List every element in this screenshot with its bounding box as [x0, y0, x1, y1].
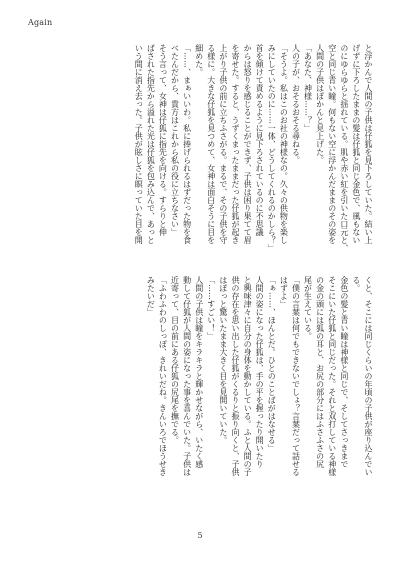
text-column: る。 [351, 276, 361, 292]
text-block-bottom [34, 276, 374, 508]
text-column: る様に。大きな仔狐を見つめて、女神は面白そうに目を [206, 44, 216, 244]
text-column: そこにいた仔狐と同じだった。それと双打している神様 [327, 276, 337, 476]
text-column: の金の頭には狐の耳と、お尻の部分にはふさふさの尻 [315, 276, 325, 468]
text-column: 「ふわふわのしっぽ、きれいだね。きんいろでほうせき [158, 276, 168, 476]
text-column: 人間の子供はぽかんと見上げた。 [315, 44, 325, 164]
text-column: 「あなた、神様……？」 [303, 44, 313, 132]
text-column: のにゆらゆらと揺れている。肌や赤い紅を引いた口元と、 [339, 44, 349, 252]
text-column: 近寄って、目の前にある仔狐の尻尾を撫でる。 [170, 276, 180, 444]
text-column: みたいだ」 [146, 276, 156, 316]
text-column: 「ぁ……、ほんとだ。ひとのことばがはなせる」 [267, 276, 277, 452]
text-column: 供の存在を思い出した仔狐がくるりと振り向くと、子供 [230, 276, 240, 476]
text-column: 「……すごい！」 [206, 276, 216, 340]
text-block-top [34, 44, 374, 276]
text-column: 尾が生えている。 [303, 276, 313, 340]
text-column: 人の子が、おそるおそる尋ねる。 [291, 44, 301, 164]
text-column: はぽっと驚いたまま大きく目を見開いていた。 [218, 276, 228, 444]
text-column: げずに下ろしたままの髪は仔狐と同じ金色で、風もない [351, 44, 361, 244]
text-column: べたんだから、貴方はこれから私の役に立ちなさい」 [170, 44, 180, 236]
text-column: 「僕の言葉は何でもできないでしょ？言葉だって話せる [291, 276, 301, 476]
text-column: 空と同じ青い瞳。何もない空に浮かんだままのその姿を [327, 44, 337, 244]
text-column: 人間の姿になった仔狐は、手の平を握ったり開いたり [255, 276, 265, 468]
text-column: 上がり子供の前に立ちふさがる。まるで、その子供を守 [218, 44, 228, 244]
text-column: ばされた指先から溢れた光は仔狐を包み込んで、あっと [146, 44, 156, 244]
text-column: 「そうよ。私はこのお社の神様なの。久々の供物を楽し [279, 44, 289, 244]
text-column: 動して仔狐が人間の姿になった事を喜んでいた。子供は [182, 276, 192, 476]
text-column: くと、そこには同じくらいの年頃の子供が座り込んでい [364, 276, 373, 476]
text-column: 首を傾けて責めるように見下ろされているのに不思議 [255, 44, 265, 236]
text-column: からは怒りを感じることができず、子供は困り果てて眉 [243, 44, 253, 244]
text-column: 人間の子供は瞳をキラキラと輝かせながら、いたく感 [194, 276, 204, 468]
text-column: そう言って、女神は仔狐に指先を向ける。すらりと伸 [158, 44, 168, 236]
text-column: と興味津々に自分の身体を動かしている。ふと人間の子 [243, 276, 253, 476]
text-column: 「……、まぁいいわ。私に捧げられるはずだった物を食 [182, 44, 192, 244]
text-column: みにしていたのに……一体、どうしてくれるのかしら？」 [267, 44, 277, 252]
running-head: Again [28, 18, 53, 27]
text-column: いう間に消え去った。子供が眩しさに瞑っていた目を開 [134, 44, 144, 244]
text-column: を寄せた。すると、うずくまったままだった仔狐が起き [230, 44, 240, 244]
text-column: 金色の髪と青い瞳は神様と同じで、そしてさっきまで [339, 276, 349, 468]
text-column: 細めた。 [194, 44, 204, 76]
page-number: 5 [197, 531, 203, 540]
text-column: はずよ」 [279, 276, 289, 308]
text-column: と浮かんで人間の子供は仔狐を見下ろしていた。結い上 [364, 44, 373, 244]
